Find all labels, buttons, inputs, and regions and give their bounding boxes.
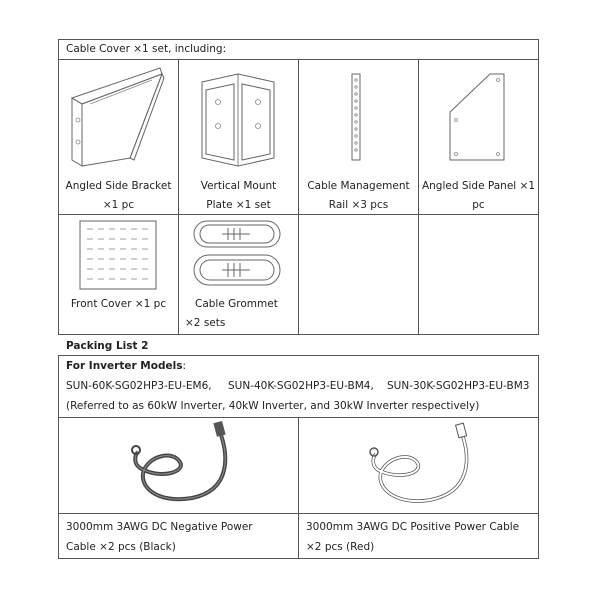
item-qty-cable-management-rail: Rail ×3 pcs — [328, 199, 389, 211]
angled-side-panel-drawing — [420, 60, 536, 172]
cable-management-rail-drawing — [300, 60, 416, 172]
inverter-models-heading — [66, 359, 186, 374]
inverter-models-label: For Inverter Models — [66, 360, 183, 372]
inverter-naming-note: (Referred to as 60kW Inverter, 40kW Inverter, and 30kW Inverter respectively) — [66, 400, 480, 412]
item-label-cable-grommet: Cable Grommet — [195, 298, 278, 310]
item-label-cable-management-rail: Cable Management — [307, 180, 410, 192]
negative-cable-qty: Cable ×2 pcs (Black) — [66, 541, 176, 553]
vertical-mount-plate-drawing — [180, 60, 296, 172]
inverter-models-colon: : — [182, 360, 186, 372]
positive-power-cable-drawing — [358, 420, 478, 510]
model-60k: SUN-60K-SG02HP3-EU-EM6, — [66, 380, 212, 392]
cable-cover-header: Cable Cover ×1 set, including: — [66, 43, 227, 55]
item-qty-angled-side-panel: pc — [472, 199, 485, 211]
front-cover-drawing — [60, 215, 176, 291]
item-label-angled-side-panel: Angled Side Panel ×1 — [421, 180, 536, 192]
positive-cable-qty: ×2 pcs (Red) — [306, 541, 375, 553]
packing-list-2-title: Packing List 2 — [66, 340, 149, 352]
angled-side-bracket-drawing — [60, 60, 176, 172]
item-qty-cable-grommet: ×2 sets — [185, 317, 226, 329]
item-qty-vertical-mount-plate: Plate ×1 set — [206, 199, 271, 211]
item-label-front-cover: Front Cover ×1 pc — [70, 298, 167, 310]
positive-cable-label: 3000mm 3AWG DC Positive Power Cable — [306, 521, 520, 533]
negative-power-cable-drawing — [120, 420, 240, 510]
cable-grommet-drawing — [180, 215, 296, 291]
item-label-vertical-mount-plate: Vertical Mount — [200, 180, 277, 192]
model-30k: SUN-30K-SG02HP3-EU-BM3 — [387, 380, 530, 392]
model-40k: SUN-40K-SG02HP3-EU-BM4, — [228, 380, 374, 392]
item-qty-angled-side-bracket: ×1 pc — [102, 199, 135, 211]
item-label-angled-side-bracket: Angled Side Bracket — [65, 180, 172, 192]
negative-cable-label: 3000mm 3AWG DC Negative Power — [66, 521, 253, 533]
